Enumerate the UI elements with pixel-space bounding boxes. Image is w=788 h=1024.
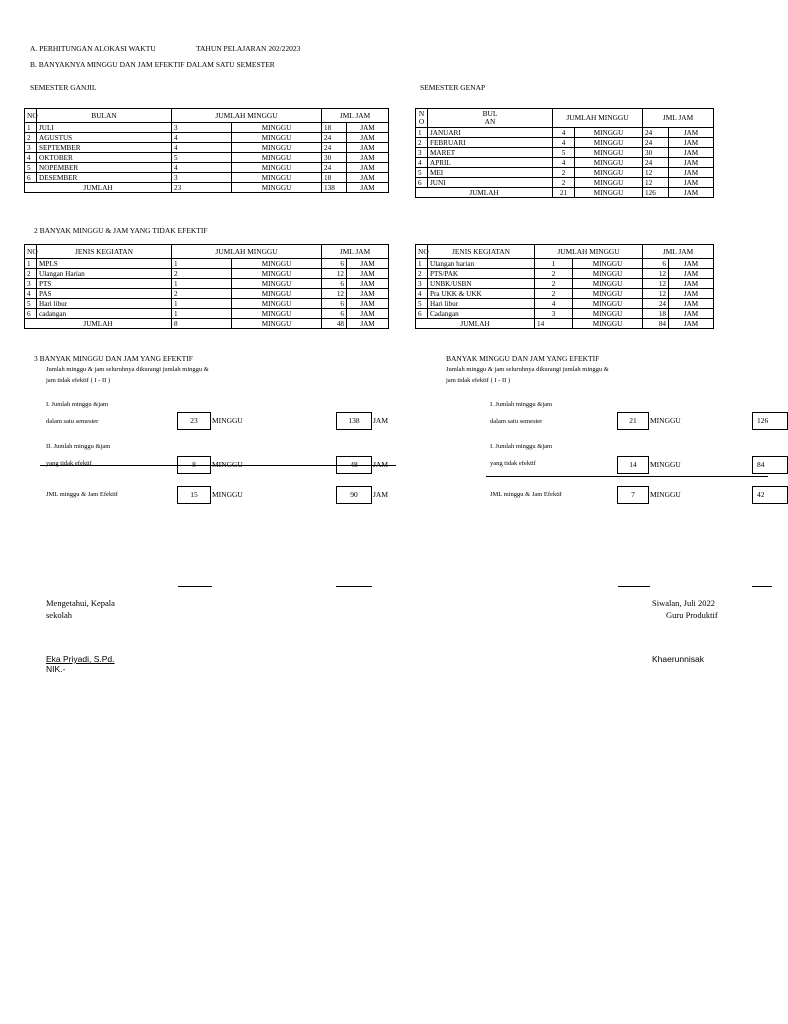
cell-bulan: AGUSTUS (37, 133, 172, 143)
cell-no: 5 (25, 299, 37, 309)
cell-unit: MINGGU (573, 279, 643, 289)
cell-jam-unit: JAM (669, 319, 714, 329)
cell-kegiatan: Cadangan (428, 309, 535, 319)
cell-bulan: NOPEMBER (37, 163, 172, 173)
cell-kegiatan: Ulangan harian (428, 259, 535, 269)
cell-minggu: 1 (172, 299, 232, 309)
cell-unit: MINGGU (232, 123, 322, 133)
cell-minggu: 5 (172, 153, 232, 163)
cell-jam: 24 (322, 143, 347, 153)
cell-jam: 24 (322, 163, 347, 173)
cell-no: 6 (416, 178, 428, 188)
cell-jam: 12 (322, 269, 347, 279)
cell-total-jam: 126 (643, 188, 669, 198)
cell-no: 6 (25, 173, 37, 183)
table-row (25, 153, 389, 163)
cell-jam-unit: JAM (347, 143, 389, 153)
cell-jam: 24 (643, 158, 669, 168)
cell-unit: MINGGU (573, 319, 643, 329)
section-3-title: 3 BANYAK MINGGU DAN JAM YANG EFEKTIF (34, 354, 193, 363)
table-row (25, 259, 389, 269)
cell-minggu: 1 (535, 259, 573, 269)
cell-unit: MINGGU (573, 289, 643, 299)
cell-no: 1 (25, 123, 37, 133)
col-no-line1: N (418, 109, 425, 118)
cell-minggu: 1 (172, 309, 232, 319)
cell-jam: 12 (643, 289, 669, 299)
non-effective-left-table (24, 244, 389, 329)
cell-minggu: 2 (553, 168, 575, 178)
cell-jam-unit: JAM (669, 259, 714, 269)
right-jml-label: JML minggu & Jam Efektif (490, 491, 562, 498)
cell-jam: 18 (643, 309, 669, 319)
cell-unit: MINGGU (232, 289, 322, 299)
cell-minggu: 2 (172, 289, 232, 299)
table-header-row (416, 245, 714, 259)
col-minggu: JUMLAH MINGGU (535, 245, 643, 259)
cell-kegiatan: PTS/PAK (428, 269, 535, 279)
cell-jam-unit: JAM (669, 148, 714, 158)
cell-no: 2 (416, 138, 428, 148)
cell-jam-unit: JAM (347, 183, 389, 193)
allocation-heading: A. PERHITUNGAN ALOKASI WAKTU (30, 44, 156, 53)
cell-jam: 12 (322, 289, 347, 299)
left-i-label-2: dalam satu semester (46, 418, 99, 425)
col-no: NO (25, 109, 37, 123)
cell-jam-unit: JAM (347, 173, 389, 183)
cell-minggu: 5 (553, 148, 575, 158)
right-jml-minggu-box: 7 (617, 486, 649, 504)
left-i-jam-box: 138 (336, 412, 372, 430)
cell-jam-unit: JAM (669, 299, 714, 309)
cell-bulan: SEPTEMBER (37, 143, 172, 153)
cell-jam: 6 (322, 259, 347, 269)
left-i-label-1: I. Jumlah minggu &jam (46, 401, 109, 408)
cell-no: 4 (416, 158, 428, 168)
col-bulan (428, 109, 553, 128)
cell-minggu: 2 (535, 269, 573, 279)
cell-jam: 30 (322, 153, 347, 163)
signature-line (336, 586, 372, 587)
cell-minggu: 1 (172, 279, 232, 289)
cell-bulan: JUNI (428, 178, 553, 188)
cell-jam-unit: JAM (347, 163, 389, 173)
cell-total-label: JUMLAH (25, 319, 172, 329)
cell-minggu: 2 (535, 289, 573, 299)
cell-unit: MINGGU (573, 259, 643, 269)
table-row (25, 299, 389, 309)
cell-unit: MINGGU (575, 168, 643, 178)
table-row (25, 289, 389, 299)
unit-minggu: MINGGU (212, 490, 243, 499)
cell-kegiatan: Hari libur (37, 299, 172, 309)
section-3-desc-1: Jumlah minggu & jam seluruhnya dikurangi jumlah minggu & (46, 366, 209, 373)
cell-bulan: FEBRUARI (428, 138, 553, 148)
right-i-minggu-box: 21 (617, 412, 649, 430)
cell-no: 6 (25, 309, 37, 319)
cell-unit: MINGGU (573, 309, 643, 319)
cell-total-minggu: 8 (172, 319, 232, 329)
cell-minggu: 3 (535, 309, 573, 319)
table-row (25, 173, 389, 183)
section-3-right-desc-2: jam tidak efektif ( I - II ) (446, 377, 511, 384)
cell-jam-unit: JAM (347, 153, 389, 163)
right-i-label-2: dalam satu semester (490, 418, 543, 425)
table-row (25, 123, 389, 133)
cell-kegiatan: MPLS (37, 259, 172, 269)
table-row (416, 138, 714, 148)
cell-bulan: JANUARI (428, 128, 553, 138)
cell-bulan: OKTOBER (37, 153, 172, 163)
cell-kegiatan: Hari libur (428, 299, 535, 309)
table-row (25, 143, 389, 153)
left-ii-jam-box: 48 (336, 456, 372, 474)
cell-unit: MINGGU (232, 143, 322, 153)
cell-total-jam: 48 (322, 319, 347, 329)
table-row (416, 128, 714, 138)
cell-jam: 12 (643, 279, 669, 289)
cell-jam-unit: JAM (669, 279, 714, 289)
cell-no: 1 (416, 128, 428, 138)
cell-unit: MINGGU (575, 138, 643, 148)
table-total-row (416, 319, 714, 329)
cell-kegiatan: Ulangan Harian (37, 269, 172, 279)
cell-jam-unit: JAM (669, 269, 714, 279)
cell-jam: 18 (322, 173, 347, 183)
cell-unit: MINGGU (232, 279, 322, 289)
cell-bulan: MARET (428, 148, 553, 158)
col-no-line2: O (418, 117, 425, 126)
left-ii-label-1: II. Jumlah minggu &jam (46, 443, 111, 450)
cell-unit: MINGGU (232, 133, 322, 143)
table-row (25, 133, 389, 143)
section-3-right-desc-1: Jumlah minggu & jam seluruhnya dikurangi jumlah minggu & (446, 366, 609, 373)
left-ii-label-2: yang tidak efektif (46, 460, 92, 467)
cell-jam-unit: JAM (347, 123, 389, 133)
cell-jam: 6 (322, 299, 347, 309)
section-b-heading: B. BANYAKNYA MINGGU DAN JAM EFEKTIF DALAM SATU SEMESTER (30, 60, 275, 69)
cell-jam-unit: JAM (669, 289, 714, 299)
cell-unit: MINGGU (232, 269, 322, 279)
cell-jam: 24 (643, 128, 669, 138)
left-signature-name: Eka Priyadi, S.Pd. (46, 654, 115, 664)
cell-total-label: JUMLAH (25, 183, 172, 193)
cell-no: 5 (25, 163, 37, 173)
cell-no: 3 (25, 279, 37, 289)
cell-unit: MINGGU (575, 158, 643, 168)
cell-bulan: DESEMBER (37, 173, 172, 183)
right-ii-label-1: I. Jumlah minggu &jam (490, 443, 553, 450)
right-place-date: Siwalan, Juli 2022 (652, 598, 716, 608)
cell-total-jam: 138 (322, 183, 347, 193)
cell-minggu: 4 (535, 299, 573, 309)
signature-line (752, 586, 772, 587)
col-bulan-line2: AN (484, 117, 496, 126)
right-signature-name: Khaerunnisak (652, 654, 704, 664)
cell-unit: MINGGU (573, 269, 643, 279)
left-signature-title-1: Mengetahui, Kepala (46, 598, 115, 608)
cell-jam: 18 (322, 123, 347, 133)
cell-total-label: JUMLAH (416, 188, 553, 198)
cell-minggu: 1 (172, 259, 232, 269)
col-jam: JML JAM (643, 109, 714, 128)
cell-jam: 30 (643, 148, 669, 158)
cell-minggu: 2 (553, 178, 575, 188)
cell-unit: MINGGU (575, 128, 643, 138)
right-i-label-1: I. Jumlah minggu &jam (490, 401, 553, 408)
cell-unit: MINGGU (232, 183, 322, 193)
cell-jam-unit: JAM (347, 269, 389, 279)
col-no (416, 109, 428, 128)
cell-bulan: MEI (428, 168, 553, 178)
cell-no: 4 (25, 289, 37, 299)
cell-no: 5 (416, 299, 428, 309)
cell-jam: 24 (643, 299, 669, 309)
cell-jam: 24 (643, 138, 669, 148)
cell-total-label: JUMLAH (416, 319, 535, 329)
cell-no: 3 (25, 143, 37, 153)
section-2-title: 2 BANYAK MINGGU & JAM YANG TIDAK EFEKTIF (34, 226, 208, 235)
cell-no: 2 (25, 133, 37, 143)
cell-no: 4 (25, 153, 37, 163)
table-header-row (25, 245, 389, 259)
right-i-jam-box: 126 (752, 412, 788, 430)
left-ii-minggu-box: 8 (177, 456, 211, 474)
unit-jam: JAM (373, 460, 389, 469)
table-row (416, 158, 714, 168)
cell-kegiatan: cadangan (37, 309, 172, 319)
subtraction-line (486, 476, 768, 477)
right-jml-jam-box: 42 (752, 486, 788, 504)
cell-no: 5 (416, 168, 428, 178)
cell-minggu: 4 (553, 128, 575, 138)
table-row (416, 178, 714, 188)
cell-minggu: 4 (172, 163, 232, 173)
cell-minggu: 3 (172, 123, 232, 133)
cell-unit: MINGGU (575, 148, 643, 158)
academic-year: TAHUN PELAJARAN 202/22023 (196, 44, 301, 53)
section-3-right-title: BANYAK MINGGU DAN JAM YANG EFEKTIF (446, 354, 600, 363)
unit-jam: JAM (373, 416, 389, 425)
left-jml-minggu-box: 15 (177, 486, 211, 504)
cell-no: 3 (416, 148, 428, 158)
cell-jam-unit: JAM (669, 178, 714, 188)
cell-no: 2 (25, 269, 37, 279)
cell-unit: MINGGU (575, 188, 643, 198)
left-signature-nik: NIK.- (46, 664, 66, 674)
col-no: NO (416, 245, 428, 259)
table-total-row (25, 319, 389, 329)
col-kegiatan: JENIS KEGIATAN (428, 245, 535, 259)
cell-jam: 12 (643, 178, 669, 188)
cell-jam-unit: JAM (669, 158, 714, 168)
table-row (416, 269, 714, 279)
table-row (416, 299, 714, 309)
left-i-minggu-box: 23 (177, 412, 211, 430)
cell-no: 3 (416, 279, 428, 289)
cell-unit: MINGGU (232, 173, 322, 183)
table-total-row (25, 183, 389, 193)
col-minggu: JUMLAH MINGGU (553, 109, 643, 128)
unit-minggu: MINGGU (650, 416, 681, 425)
cell-jam: 24 (322, 133, 347, 143)
cell-jam-unit: JAM (347, 259, 389, 269)
cell-minggu: 4 (172, 143, 232, 153)
cell-total-minggu: 14 (535, 319, 573, 329)
cell-jam: 12 (643, 168, 669, 178)
cell-minggu: 4 (172, 133, 232, 143)
unit-jam: JAM (373, 490, 389, 499)
cell-jam-unit: JAM (669, 128, 714, 138)
right-signature-title: Guru Produktif (666, 610, 718, 620)
cell-no: 2 (416, 269, 428, 279)
cell-minggu: 2 (535, 279, 573, 289)
table-row (416, 259, 714, 269)
cell-jam: 6 (643, 259, 669, 269)
left-jml-label: JML minggu & Jam Efektif (46, 491, 118, 498)
table-row (25, 279, 389, 289)
table-total-row (416, 188, 714, 198)
cell-jam-unit: JAM (347, 133, 389, 143)
cell-jam-unit: JAM (669, 188, 714, 198)
cell-no: 1 (416, 259, 428, 269)
cell-minggu: 2 (172, 269, 232, 279)
genap-table (415, 108, 714, 198)
cell-unit: MINGGU (232, 259, 322, 269)
cell-kegiatan: PAS (37, 289, 172, 299)
right-ii-minggu-box: 14 (617, 456, 649, 474)
signature-line (178, 586, 212, 587)
table-row (416, 289, 714, 299)
cell-kegiatan: Pra UKK & UKK (428, 289, 535, 299)
cell-jam-unit: JAM (347, 319, 389, 329)
col-bulan: BULAN (37, 109, 172, 123)
cell-total-minggu: 23 (172, 183, 232, 193)
cell-jam: 6 (322, 309, 347, 319)
col-minggu: JUMLAH MINGGU (172, 245, 322, 259)
semester-ganjil-title: SEMESTER GANJIL (30, 83, 97, 92)
cell-jam-unit: JAM (347, 289, 389, 299)
cell-jam-unit: JAM (669, 309, 714, 319)
col-no: NO (25, 245, 37, 259)
col-jam: JML JAM (643, 245, 714, 259)
ganjil-table (24, 108, 389, 193)
left-jml-jam-box: 90 (336, 486, 372, 504)
cell-jam: 12 (643, 269, 669, 279)
table-row (25, 163, 389, 173)
unit-minggu: MINGGU (650, 460, 681, 469)
cell-total-jam: 84 (643, 319, 669, 329)
cell-unit: MINGGU (232, 309, 322, 319)
cell-minggu: 4 (553, 138, 575, 148)
cell-no: 1 (25, 259, 37, 269)
col-kegiatan: JENIS KEGIATAN (37, 245, 172, 259)
table-row (25, 269, 389, 279)
cell-unit: MINGGU (232, 319, 322, 329)
table-header-row (416, 109, 714, 128)
table-row (416, 309, 714, 319)
cell-jam: 6 (322, 279, 347, 289)
table-row (25, 309, 389, 319)
table-row (416, 148, 714, 158)
col-jam: JML JAM (322, 109, 389, 123)
right-ii-jam-box: 84 (752, 456, 788, 474)
cell-kegiatan: UNBK/USBN (428, 279, 535, 289)
cell-unit: MINGGU (232, 153, 322, 163)
unit-minggu: MINGGU (212, 460, 243, 469)
unit-minggu: MINGGU (212, 416, 243, 425)
cell-bulan: JULI (37, 123, 172, 133)
col-bulan-line1: BUL (482, 109, 498, 118)
cell-unit: MINGGU (232, 299, 322, 309)
cell-jam-unit: JAM (347, 279, 389, 289)
subtraction-line (40, 465, 396, 466)
cell-unit: MINGGU (573, 299, 643, 309)
section-3-desc-2: jam tidak efektif ( I - II ) (46, 377, 111, 384)
left-signature-title-2: sekolah (46, 610, 72, 620)
cell-unit: MINGGU (575, 178, 643, 188)
cell-minggu: 4 (553, 158, 575, 168)
non-effective-right-table (415, 244, 714, 329)
col-jam: JML JAM (322, 245, 389, 259)
col-minggu: JUMLAH MINGGU (172, 109, 322, 123)
table-row (416, 168, 714, 178)
table-header-row (25, 109, 389, 123)
semester-genap-title: SEMESTER GENAP (420, 83, 486, 92)
cell-kegiatan: PTS (37, 279, 172, 289)
cell-no: 4 (416, 289, 428, 299)
cell-minggu: 3 (172, 173, 232, 183)
table-row (416, 279, 714, 289)
right-ii-label-2: yang tidak efektif (490, 460, 536, 467)
cell-no: 6 (416, 309, 428, 319)
unit-minggu: MINGGU (650, 490, 681, 499)
cell-jam-unit: JAM (347, 309, 389, 319)
signature-line (618, 586, 650, 587)
cell-jam-unit: JAM (669, 138, 714, 148)
cell-jam-unit: JAM (347, 299, 389, 309)
cell-bulan: APRIL (428, 158, 553, 168)
cell-unit: MINGGU (232, 163, 322, 173)
cell-total-minggu: 21 (553, 188, 575, 198)
cell-jam-unit: JAM (669, 168, 714, 178)
